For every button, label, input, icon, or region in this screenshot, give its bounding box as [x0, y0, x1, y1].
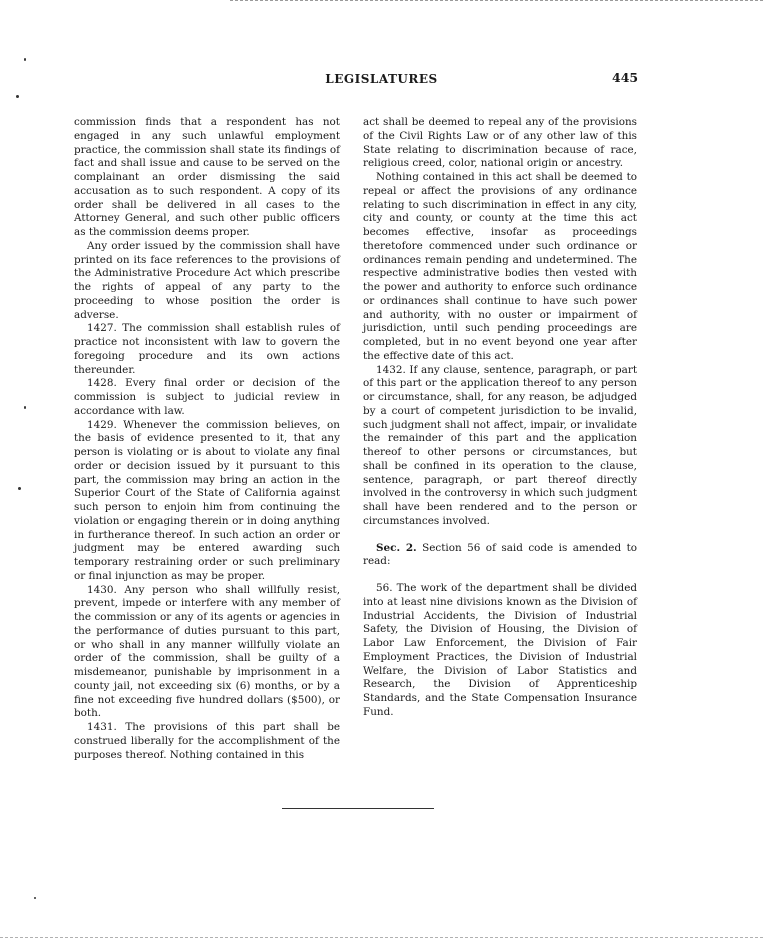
paragraph-section-56: 56. The work of the department shall be divided into at least nine divisions known as the Division of Industrial Accidents, the Division of Industrial Safety, the Division of Housing, the Division of Labor Law Enforcement, the Division of Fair Employment Practices, the Division of Industrial Welfare, the Division of Labor Statistics and Research, the Division of Apprenticeship Standards, and the State Compensation Insurance Fund.	[363, 582, 637, 718]
paragraph-ordinances: Nothing contained in this act shall be deemed to repeal or affect the provisions of any ordinance relating to such discrimination in effect in any city, city and county, or county at the time this act becomes effective, insofar as proceedings theretofore commenced under such ordinance or ordinances remain pending and undetermined. The respective administrative bodies then vested with the power and authority to enforce such ordinance or ordinances shall continue to have such power and authority, with no ouster or impairment of jurisdiction, until such pending proceedings are completed, but in no event beyond one year after the effective date of this act.	[363, 171, 637, 362]
section-2-label: Sec. 2.	[376, 541, 417, 554]
left-column	[74, 116, 340, 762]
section-2-text: Section 56 of said code is amended to read:	[363, 541, 637, 568]
scan-speck	[34, 897, 36, 899]
paragraph-1430: 1430. Any person who shall willfully resist, prevent, impede or interfere with any member of the commission or any of its agents or agencies in the performance of duties pursuant to this part, or who shall in any manner willfully violate an order of the commission, shall be guilty of a misdemeanor, punishable by imprisonment in a county jail, not exceeding six (6) months, or by a fine not exceeding five hundred dollars ($500), or both.	[74, 583, 340, 720]
running-header-title: LEGISLATURES	[325, 72, 438, 86]
paragraph-1432: 1432. If any clause, sentence, paragraph, or part of this part or the application thereof to any person or circumstance, shall, for any reason, be adjudged by a court of competent jurisdiction to be invalid, such judgment shall not affect, impair, or invalidate the remainder of this part and the application thereof to other persons or circumstances, but shall be confined in its operation to the clause, sentence, paragraph, or part thereof directly involved in the controversy in which such judgment shall have been rendered and to the person or circumstances involved.	[363, 363, 637, 527]
scan-speck	[24, 406, 26, 409]
paragraph-1431: 1431. The provisions of this part shall be construed liberally for the accomplishment of the purposes thereof. Nothing contained in this	[74, 721, 340, 761]
bottom-edge-dotted-line	[0, 937, 763, 940]
paragraph-1431-continued: act shall be deemed to repeal any of the provisions of the Civil Rights Law or of any other law of this State relating to discrimination because of race, religious creed, color, national origin or ancestry.	[363, 116, 637, 170]
paragraph-1429: 1429. Whenever the commission believes, on the basis of evidence presented to it, that any person is violating or is about to violate any final order or decision issued by it pursuant to this part, the commission may bring an action in the Superior Court of the State of California against such person to enjoin him from continuing the violation or engaging therein or in doing anything in furtherance thereof. In such action an order or judgment may be entered awarding such temporary restraining order or such preliminary or final injunction as may be proper.	[74, 418, 340, 582]
scan-speck	[18, 487, 21, 490]
section-2-heading	[363, 542, 637, 570]
top-edge-dotted-line	[230, 0, 763, 4]
paragraph-commission-findings: commission finds that a respondent has not engaged in any such unlawful employment practice, the commission shall state its findings of fact and shall issue and cause to be served on the complainant an order dismissing the said accusation as to such respondent. A copy of its order shall be delivered in all cases to the Attorney General, and such other public officers as the commission deems proper.	[74, 116, 340, 238]
paragraph-order-references: Any order issued by the commission shall have printed on its face references to the provisions of the Administrative Procedure Act which prescribe the rights of appeal of any party to the proceeding to whose position the order is adverse.	[74, 239, 340, 321]
page-number: 445	[612, 70, 639, 85]
paragraph-1428: 1428. Every final order or decision of the commission is subject to judicial review in accordance with law.	[74, 377, 340, 417]
right-column	[363, 116, 637, 720]
scan-speck	[24, 58, 26, 61]
paragraph-1427: 1427. The commission shall establish rules of practice not inconsistent with law to govern the foregoing procedure and its own actions thereunder.	[74, 322, 340, 376]
end-rule	[282, 808, 434, 809]
scan-speck	[16, 95, 19, 98]
